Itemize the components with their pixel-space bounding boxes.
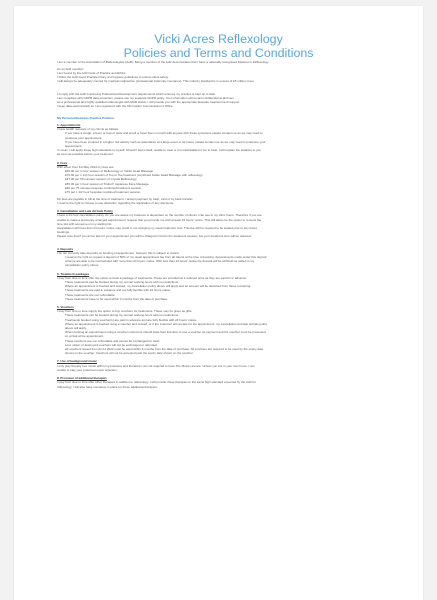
- section-line: These treatments can be booked during my normal working hours with no restrictions.: [65, 313, 179, 318]
- section-line: If you have a cough, a fever or loss of taste and smell or have been in touch with anyone with these symptoms please contact me as we may need to: [65, 131, 263, 136]
- section-line: I may from time to time offer the option to book a package of treatments. These are provided at a reduced price as they are paid for in advance.: [57, 275, 247, 280]
- section-line: Treatments booked using voucher(s) are paid in advance and are fully flexible with 24 hours' notice.: [65, 317, 198, 322]
- section-line: If you have been involved in a higher risk activity such as attendance at a large event or air travel, please contact me as we may need to postpone your: [65, 139, 266, 144]
- title-line-1: Vicki Acres Reflexology: [154, 32, 283, 46]
- section-line: shown on the voucher. Vouchers will not be accepted past the expiry date shown on the voucher.: [65, 351, 194, 356]
- intro-line: As an AoR member:: [57, 66, 84, 71]
- section-line: These treatments are paid in advance and are fully flexible with 24 hours notice.: [65, 288, 172, 293]
- price-item: £75 per 1 1/2 hour bespoke combined treatment session.: [65, 190, 141, 195]
- section-line: My fees are payable in full at the time of treatment. I accept payment by cash, card or by bank transfer.: [57, 196, 194, 201]
- section-line: Please note that if you arrive late for your appointment you will be charged in full for the treatment session, but your treatment time will be reduced.: [57, 234, 252, 239]
- section-line: Cancellation with less than 24 hours' notice may result in me charging my usual treatment cost. This fee will be required to be settled prior to any future: [57, 226, 258, 230]
- section-line: With effect from 1st May 2024 my fees are:: [57, 164, 115, 169]
- section-line: In return I will apply these high standards to myself. Should I feel unwell, unable to treat or it is inadvisable for me to treat, I will explain the situation to you: [57, 148, 261, 153]
- section-heading-additional-therapies: 8. Provision of additional therapies: [57, 376, 107, 381]
- section-line: When booking an appointment using a voucher customers should state their intention to use a voucher as payment and the voucher must be presented: [65, 330, 266, 335]
- price-item: £60 per 75 minutes bespoke combined treatment session.: [65, 185, 143, 190]
- section-line: I have health requests of my clients as follows:: [57, 127, 119, 132]
- section-line: I have a 24 hour cancellation policy. As you are aware my business is dependent on the number of clients I can see in my clinic hours. Therefore if you are: [57, 213, 262, 218]
- section-line: I do not currently take deposits on booking of appointment, however this is subject to review.: [57, 250, 180, 255]
- section-line: I reserve the right to request a deposit of 50% of my usual appointment fee from all clients at the time of booking. Appointments made under this deposit: [65, 255, 267, 260]
- section-line: These treatments have to be used within 3 months from the date of purchase.: [65, 296, 169, 301]
- section-line: I reserve the right to choose to use discretion regarding the application of any discounts.: [57, 200, 174, 205]
- section-line: Where an appointment is booked using a voucher and missed, or if the customer arrives late for the appointment, my cancellation and late arrivals policy: [65, 321, 268, 326]
- policies-heading: My Personal Business Practice Policies:: [57, 116, 115, 121]
- intro-line: I am compliant with GDPR data protection, please see my separate GDPR policy. Your information will remain confidential at all times.: [57, 95, 235, 100]
- section-line: I may from time to time offer other therapies in addition to reflexology. I will provide these therapies to the same high standard expected by the AoR for: [57, 380, 256, 385]
- intro-line: I comply with the AoR Continuing Professional Development requirements which ensures my practice is kept up to date.: [57, 91, 216, 96]
- section-line: bookings.: [57, 230, 70, 235]
- section-line: as soon as possible before your treatment.: [57, 152, 114, 157]
- section-line: unable to play your preferred music selection.: [57, 367, 118, 372]
- intro-line: I keep data electronically so I am registered with the Information Commissioner's Office.: [57, 104, 174, 109]
- section-line: These treatments can be booked during my normal working hours with no restrictions.: [65, 280, 179, 285]
- section-line: cancellation policy above.: [65, 263, 100, 268]
- section-line: All vouchers issued from 01.01.2022 must be used within 6 months from the date of purchase. All vouchers are required to be used by the expiry date: [65, 347, 264, 352]
- section-line: unable to make a previously arranged appointment I request that you provide me with at least 24 hours' notice. This will allow me the option to re-book the: [57, 217, 262, 222]
- section-heading-fees: 2. Fees: [57, 160, 68, 165]
- section-line: These treatments are non refundable.: [65, 292, 116, 297]
- section-heading-music: 7. Use of background music: [57, 359, 98, 364]
- section-heading-packages: 5. Treatment packages: [57, 271, 90, 276]
- section-line: appointment.: [65, 144, 83, 149]
- section-line: postpone your appointment.: [65, 135, 103, 140]
- intro-line: As a professional and highly qualified reflexologist with MAR status, I will provide you with the appropriate bespoke treatment and support.: [57, 99, 241, 104]
- section-heading-deposits: 4. Deposits: [57, 246, 74, 251]
- section-line: Lost, stolen or destroyed vouchers will not be exchanged or refunded.: [65, 342, 158, 347]
- section-heading-cancellation: 3. Cancellation and Late Arrivals Policy: [57, 209, 113, 214]
- intro-line: I am a member of the Association of Reflexologists (AoR). Being a member of the AoR demonstrates that I have a nationally recognised Diploma in Reflexology.: [57, 60, 270, 64]
- section-heading-vouchers: 6. Vouchers: [57, 305, 74, 310]
- section-line: scheme are able to be rescheduled with more than 24 hours' notice. With less than 24 hours' notice the deposit will be withheld as stated in my: [65, 259, 255, 264]
- price-item: £55.00 per 1 hour session of Tsubo® Japanese Face Massage.: [65, 181, 150, 186]
- price-item: £75.00 per 1 1/2 hour session of Top to Toe treatment (combined Indian Head Massage with reflexology.: [65, 173, 204, 178]
- title-line-2: Policies and Terms and Conditions: [123, 46, 314, 60]
- section-line: above will apply.: [65, 326, 87, 331]
- intro-line: I follow the AoR Good Practice Policy and hygiene guidelines to ensure client safety.: [57, 75, 169, 80]
- page-title: [14, 32, 423, 60]
- section-line: reflexology. I will also have insurance in place for these additional therapies.: [57, 384, 158, 389]
- section-line: I may from time to time supply the option to buy vouchers for treatments. These may be given as gifts.: [57, 309, 193, 314]
- section-line: time slot with someone on my waiting list.: [57, 221, 113, 226]
- price-item: £50.00 per 1 hour session of Reflexology or Indian Head Massage.: [65, 169, 154, 174]
- section-line: on arrival at the appointment.: [65, 334, 104, 339]
- intro-line: I will always be adequately insured for medical malpractice (professional indemnity insurance). This industry standard is in excess of £5 million cover.: [57, 79, 255, 84]
- intro-line: I am bound by the AoR Code of Practice and Ethics.: [57, 70, 127, 75]
- section-heading-appointments: 1. Appointments: [57, 123, 81, 128]
- policy-content: [57, 60, 392, 389]
- section-line: I only play Royalty free music within my business and therefore I am not required to have The Music Licence. Unless you are in your own home, I am: [57, 363, 255, 368]
- section-line: These vouchers are non refundable and cannot be exchanged for cash.: [65, 338, 161, 343]
- price-item: £37.00 per 50 minutes' session of Crystal Reflexology.: [65, 177, 138, 182]
- section-line: Where an appointment is booked and missed, my cancellation policy above will apply and an amount will be deducted from these remaining.: [65, 284, 252, 289]
